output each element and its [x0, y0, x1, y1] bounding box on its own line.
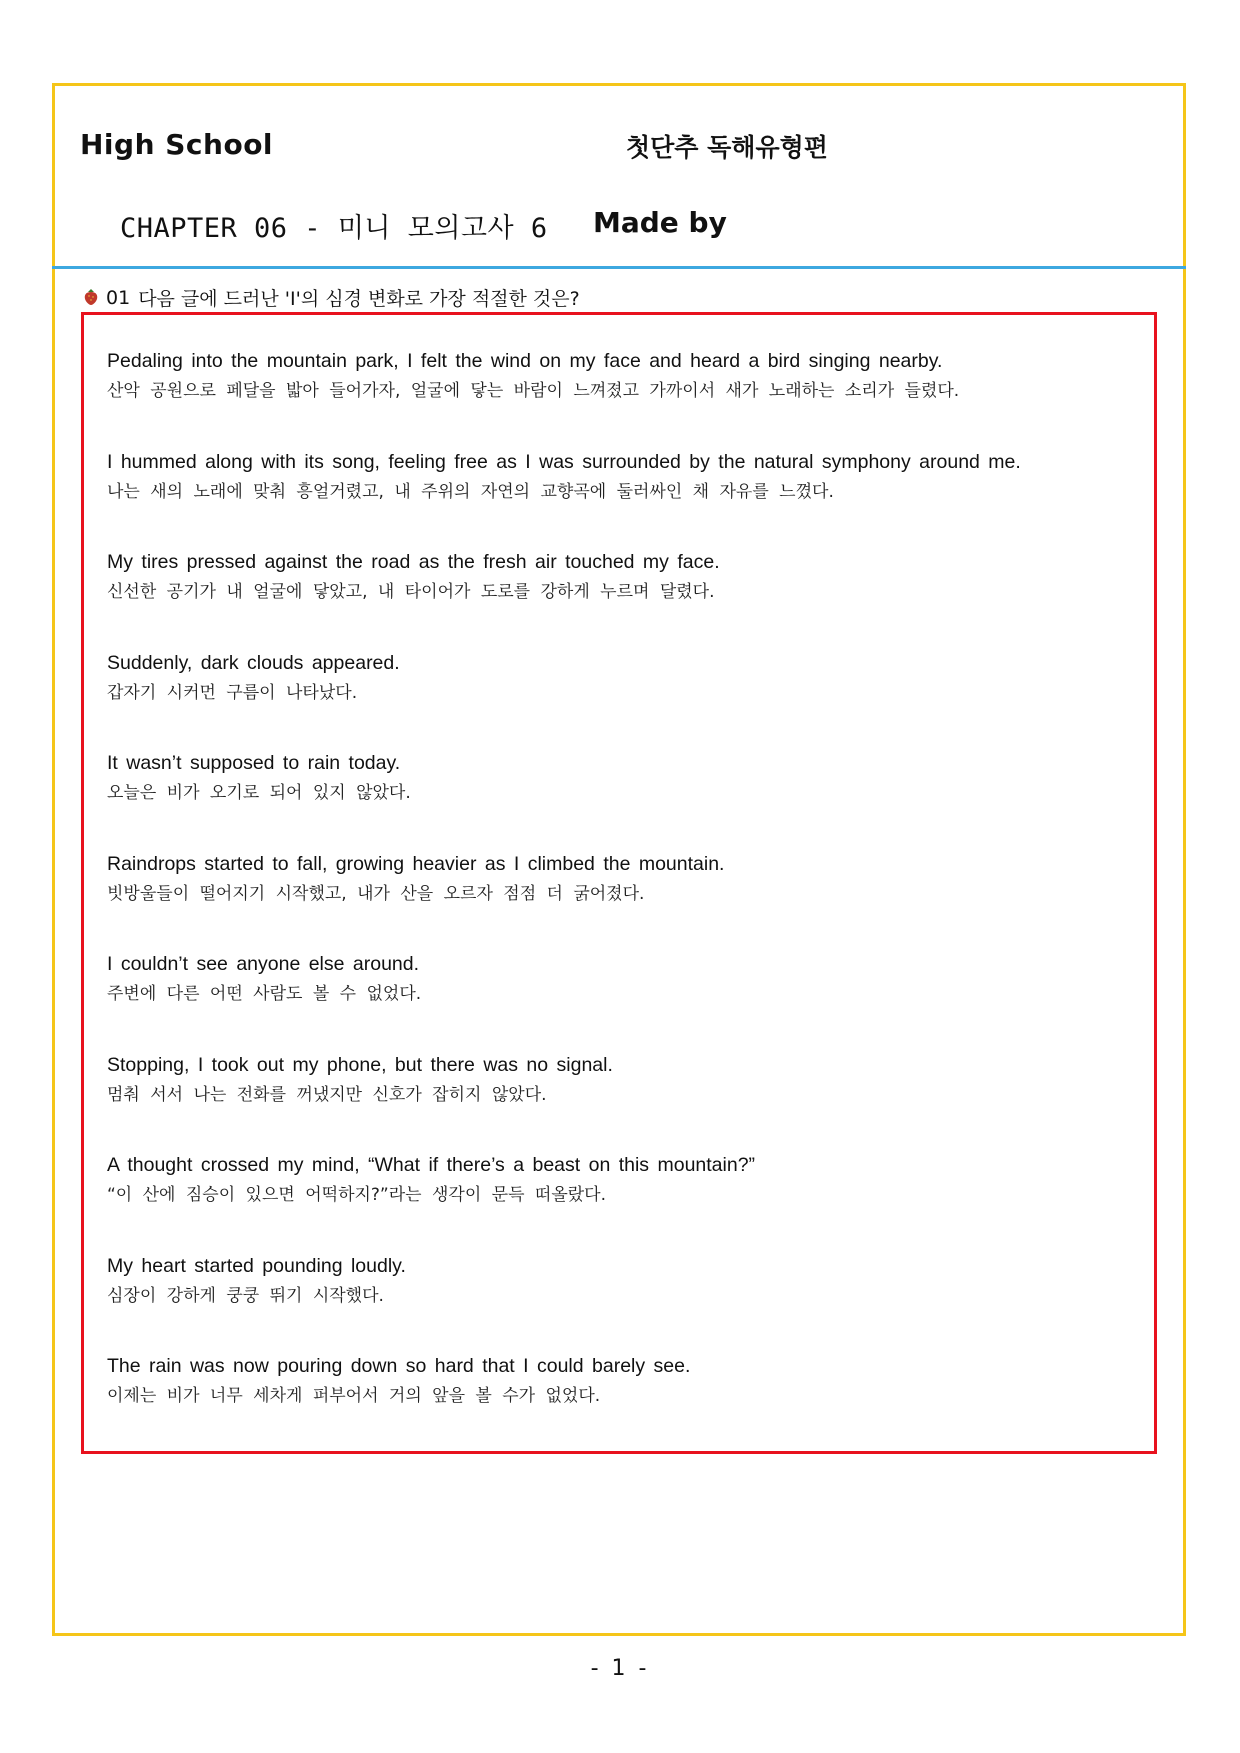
- strawberry-icon: [84, 289, 98, 306]
- question-number: 01: [106, 286, 131, 309]
- korean-translation: 갑자기 시커먼 구름이 나타났다.: [107, 682, 358, 703]
- korean-translation: 오늘은 비가 오기로 되어 있지 않았다.: [107, 783, 411, 803]
- made-by: Made by: [593, 206, 727, 239]
- sentence-pair: [107, 748, 1147, 849]
- english-sentence: My tires pressed against the road as the fresh air touched my face.: [107, 551, 720, 573]
- sentence-pair: [107, 1351, 1147, 1452]
- korean-translation: 나는 새의 노래에 맞춰 흥얼거렸고, 내 주위의 자연의 교향곡에 둘러싸인 채 자유를 느꼈다.: [107, 481, 834, 502]
- sentence-pair: [107, 1150, 1147, 1251]
- korean-translation: 이제는 비가 너무 세차게 퍼부어서 거의 앞을 볼 수가 없었다.: [107, 1386, 601, 1406]
- question-heading: [84, 284, 580, 311]
- sentence-pair: [107, 547, 1147, 648]
- passage-list: [107, 346, 1147, 1452]
- english-sentence: A thought crossed my mind, “What if there’s a beast on this mountain?”: [107, 1154, 756, 1176]
- sentence-pair: [107, 648, 1147, 749]
- english-sentence: Suddenly, dark clouds appeared.: [107, 651, 400, 674]
- chapter-title: CHAPTER 06 - 미니 모의고사 6: [120, 213, 548, 244]
- english-sentence: I hummed along with its song, feeling free as I was surrounded by the natural symphony around me.: [107, 450, 1021, 473]
- header-divider: [52, 266, 1186, 269]
- sentence-pair: [107, 949, 1147, 1050]
- english-sentence: Raindrops started to fall, growing heavier as I climbed the mountain.: [107, 852, 725, 875]
- english-sentence: Stopping, I took out my phone, but there was no signal.: [107, 1053, 613, 1076]
- korean-translation: “이 산에 짐승이 있으면 어떡하지?”라는 생각이 문득 떠올랐다.: [107, 1185, 606, 1205]
- korean-translation: 주변에 다른 어떤 사람도 볼 수 없었다.: [107, 984, 422, 1004]
- korean-translation: 신선한 공기가 내 얼굴에 닿았고, 내 타이어가 도로를 강하게 누르며 달렸다.: [107, 582, 715, 602]
- english-sentence: The rain was now pouring down so hard that I could barely see.: [107, 1355, 691, 1377]
- english-sentence: My heart started pounding loudly.: [107, 1254, 406, 1277]
- korean-translation: 산악 공원으로 페달을 밟아 들어가자, 얼굴에 닿는 바람이 느껴졌고 가까이서 새가 노래하는 소리가 들렸다.: [107, 381, 960, 401]
- korean-translation: 멈춰 서서 나는 전화를 꺼냈지만 신호가 잡히지 않았다.: [107, 1084, 547, 1105]
- english-sentence: Pedaling into the mountain park, I felt the wind on my face and heard a bird singing nearby.: [107, 350, 943, 372]
- question-text: 다음 글에 드러난 'I'의 심경 변화로 가장 적절한 것은?: [138, 288, 580, 310]
- page-number: - 1 -: [590, 1656, 650, 1681]
- english-sentence: I couldn’t see anyone else around.: [107, 953, 420, 975]
- series-title: 첫단추 독해유형편: [626, 133, 828, 162]
- sentence-pair: [107, 1251, 1147, 1352]
- sentence-pair: [107, 346, 1147, 447]
- sentence-pair: [107, 1050, 1147, 1151]
- korean-translation: 심장이 강하게 쿵쿵 뛰기 시작했다.: [107, 1285, 384, 1306]
- school-level: High School: [80, 128, 274, 161]
- sentence-pair: [107, 849, 1147, 950]
- english-sentence: It wasn’t supposed to rain today.: [107, 752, 401, 774]
- korean-translation: 빗방울들이 떨어지기 시작했고, 내가 산을 오르자 점점 더 굵어졌다.: [107, 883, 645, 904]
- sentence-pair: [107, 447, 1147, 548]
